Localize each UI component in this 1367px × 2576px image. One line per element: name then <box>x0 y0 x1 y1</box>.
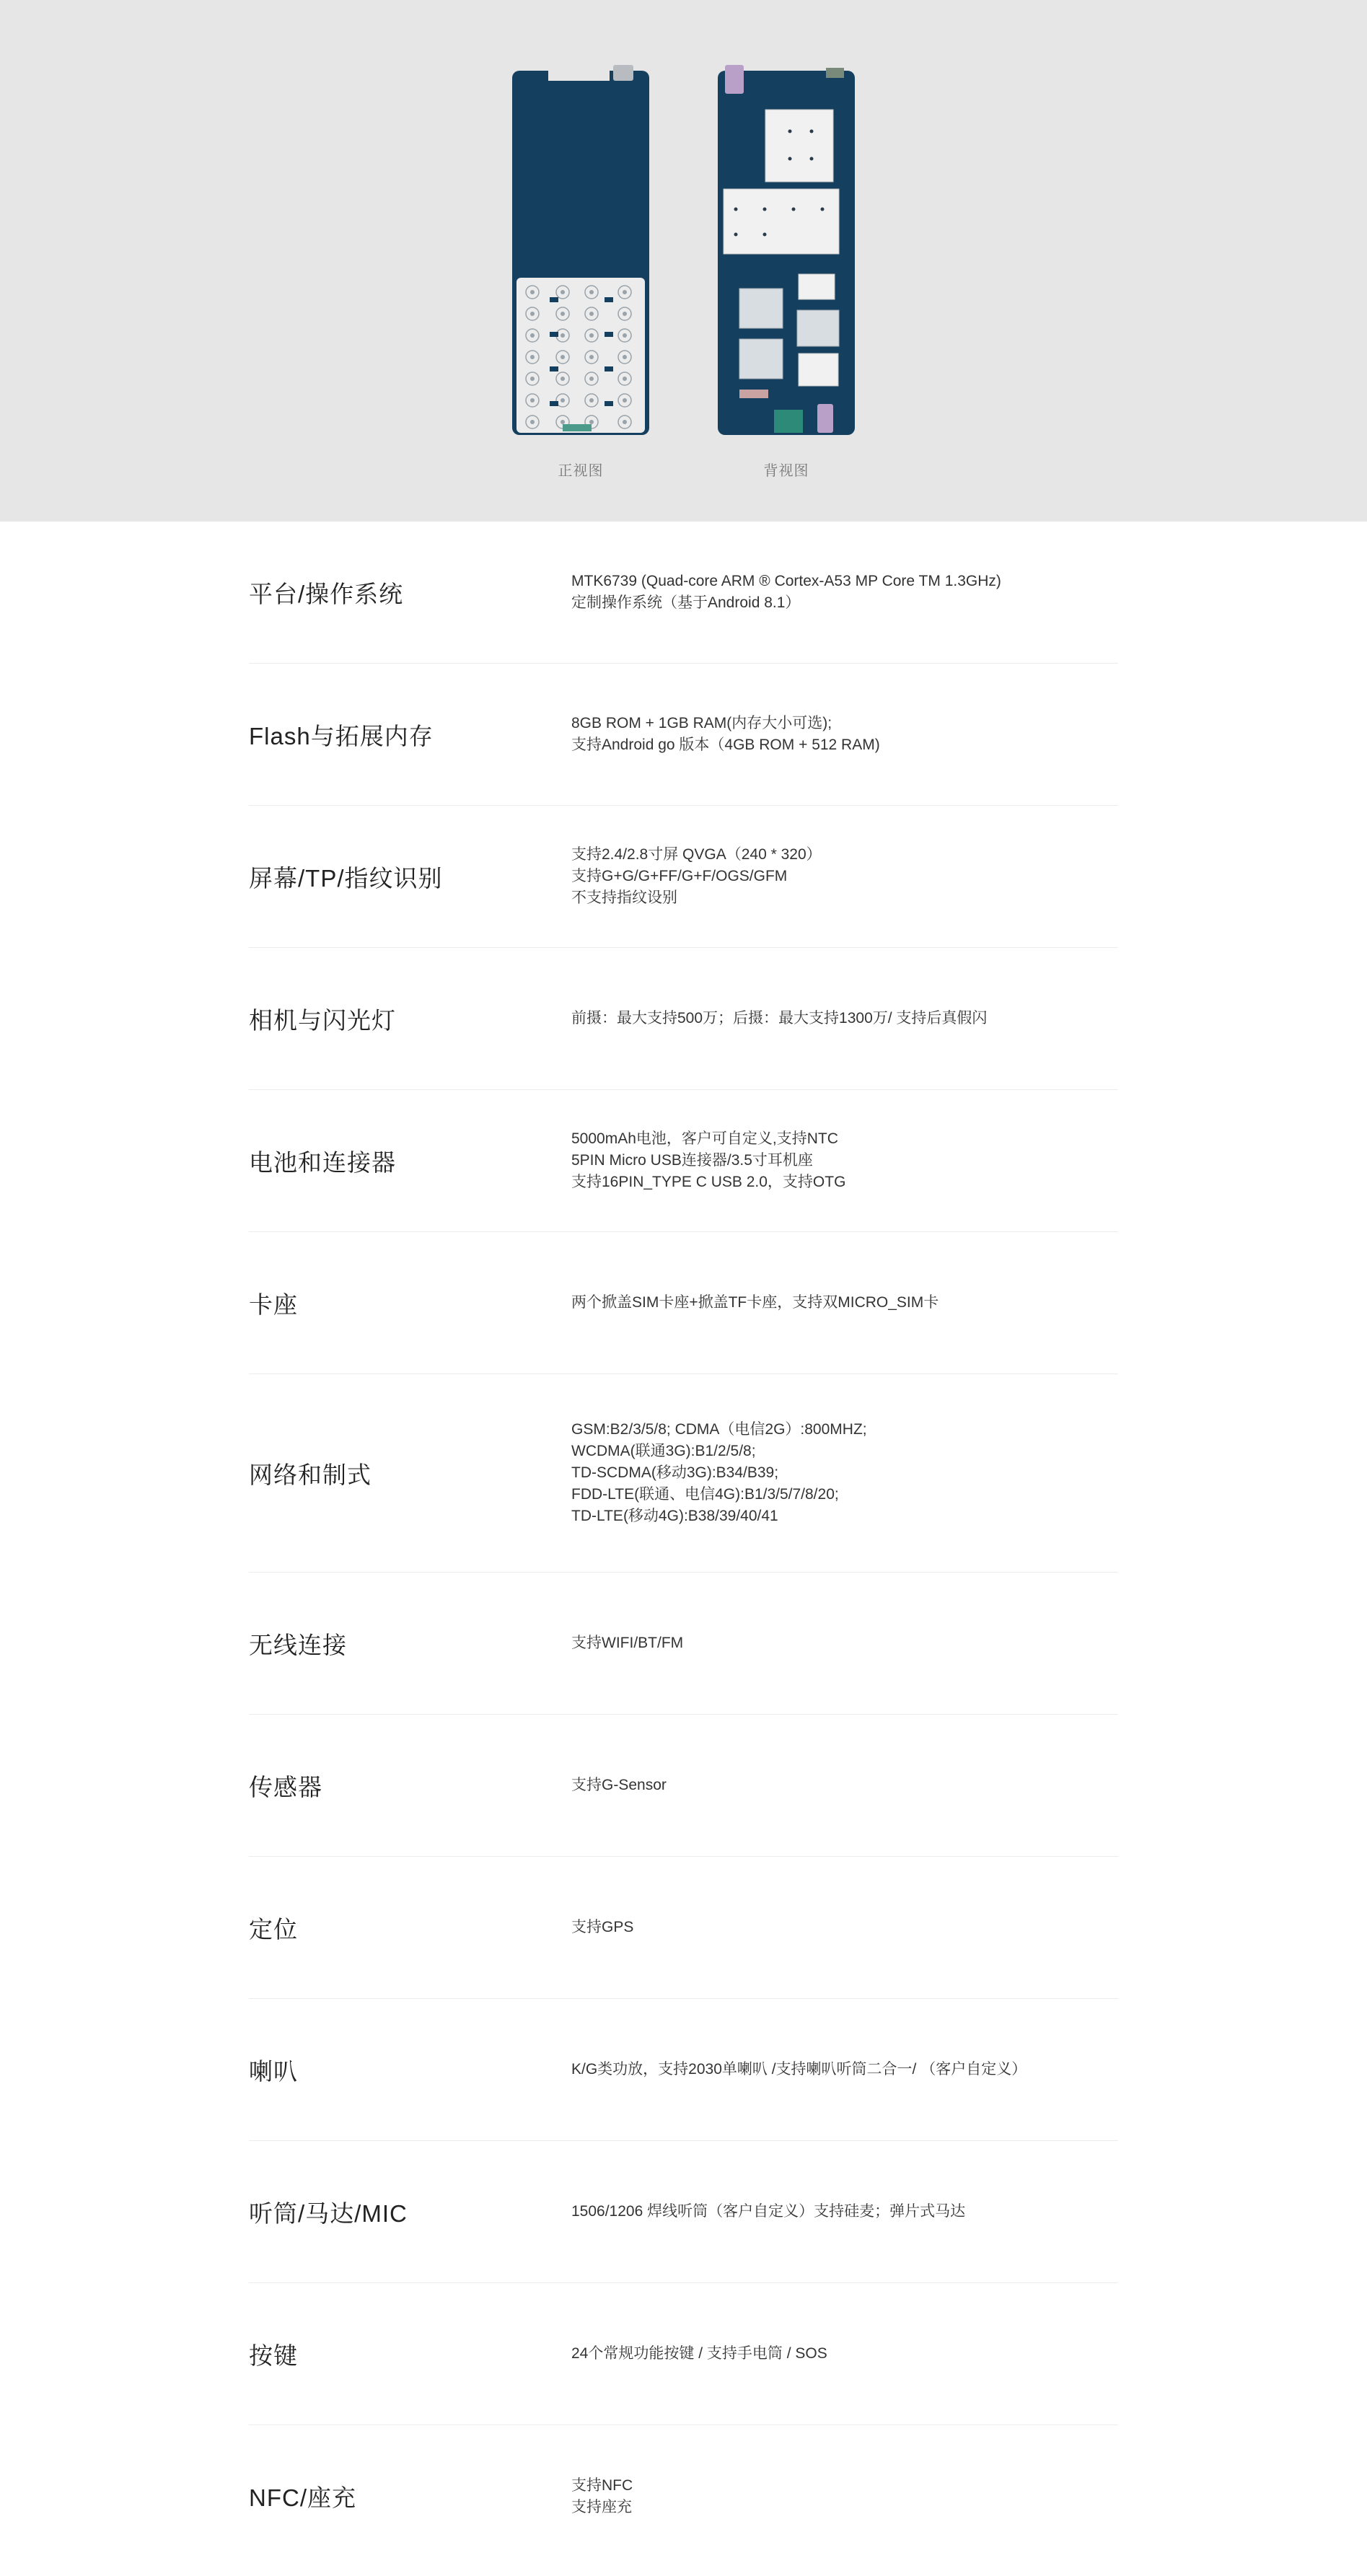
spec-values <box>571 1775 1118 1796</box>
solder-point <box>788 157 792 161</box>
spec-values <box>571 713 1118 756</box>
keypad-dome-center <box>589 377 594 381</box>
keypad-dome-center <box>561 355 565 359</box>
keypad-dome-center <box>530 312 535 316</box>
spec-row <box>249 2283 1118 2425</box>
solder-point <box>763 233 767 237</box>
antenna-connector <box>613 65 633 81</box>
spec-value-line: 支持G+G/G+FF/G+F/OGS/GFM <box>571 868 788 884</box>
audio-jack <box>817 404 833 433</box>
keypad-dome-center <box>530 377 535 381</box>
usb-connector <box>774 410 803 433</box>
spec-row <box>249 1715 1118 1857</box>
spec-row <box>249 664 1118 806</box>
spec-table <box>249 522 1118 2567</box>
spec-values <box>571 1292 1118 1314</box>
spec-values <box>571 1917 1118 1938</box>
keypad-dome-center <box>561 420 565 424</box>
spec-value-line: 5PIN Micro USB连接器/3.5寸耳机座 <box>571 1152 813 1169</box>
keypad-dome-center <box>530 290 535 294</box>
spec-value-line: 支持16PIN_TYPE C USB 2.0，支持OTG <box>571 1174 846 1190</box>
spec-row <box>249 1573 1118 1715</box>
spec-row <box>249 1999 1118 2141</box>
spec-value-line: 支持Android go 版本（4GB ROM + 512 RAM) <box>571 737 880 753</box>
flex-connector <box>739 390 768 398</box>
spec-value-line: 支持NFC <box>571 2476 633 2494</box>
keypad-dome-center <box>589 398 594 403</box>
spec-label: 平台/操作系统 <box>249 580 404 607</box>
spec-value-line: FDD-LTE(联通、电信4G):B1/3/5/7/8/20; <box>571 1486 839 1503</box>
spec-values <box>571 2475 1118 2518</box>
keypad-dome-center <box>623 398 627 403</box>
keypad-dome-center <box>561 377 565 381</box>
solder-point <box>810 157 814 161</box>
spec-label: 无线连接 <box>249 1631 347 1658</box>
keypad-dome-center <box>530 420 535 424</box>
solder-point <box>810 130 814 133</box>
keypad-dome-center <box>623 420 627 424</box>
spec-value-line: GSM:B2/3/5/8; CDMA（电信2G）:800MHZ; <box>571 1421 867 1438</box>
spec-value-line: 支持座充 <box>571 2498 632 2515</box>
spec-value-line: 5000mAh电池，客户可自定义,支持NTC <box>571 1130 838 1147</box>
back-view-caption: 背视图 <box>763 463 809 479</box>
keypad-chip <box>605 297 613 302</box>
solder-point <box>788 130 792 133</box>
spec-values <box>571 2201 1118 2223</box>
spec-values <box>571 1008 1118 1029</box>
solder-point <box>821 208 825 211</box>
spec-values <box>571 1419 1118 1527</box>
spec-label: 网络和制式 <box>249 1461 372 1488</box>
shield-can <box>765 110 833 182</box>
spec-values <box>571 2059 1118 2080</box>
spec-value-line: 支持G-Sensor <box>571 1777 667 1793</box>
keypad-dome-center <box>561 333 565 338</box>
spec-value-line: 两个掀盖SIM卡座+掀盖TF卡座，支持双MICRO_SIM卡 <box>571 1294 939 1311</box>
spec-label: 卡座 <box>249 1291 298 1318</box>
spec-value-line: 支持GPS <box>571 1919 634 1935</box>
keypad-dome-center <box>623 312 627 316</box>
spec-row <box>249 2425 1118 2567</box>
top-purple-connector <box>725 65 744 94</box>
keypad-chip <box>550 332 558 337</box>
keypad-dome-center <box>530 398 535 403</box>
front-board-image <box>512 65 649 440</box>
spec-value-line: K/G类功放，支持2030单喇叭 /支持喇叭听筒二合一/ （客户自定义） <box>571 2061 1027 2078</box>
keypad-dome-center <box>589 420 594 424</box>
keypad-chip <box>550 366 558 372</box>
hero-banner <box>0 0 1367 522</box>
spec-value-line: 定制操作系统（基于Android 8.1） <box>571 594 801 611</box>
solder-point <box>734 233 738 237</box>
front-view-caption: 正视图 <box>558 463 604 479</box>
solder-point <box>734 208 738 211</box>
spec-value-line: TD-SCDMA(移动3G):B34/B39; <box>571 1464 779 1481</box>
keypad-dome-center <box>623 333 627 338</box>
sim-slot <box>739 289 783 328</box>
spec-row <box>249 1232 1118 1374</box>
keypad-chip <box>605 366 613 372</box>
spec-label: 喇叭 <box>249 2057 298 2085</box>
spec-label: NFC/座充 <box>249 2484 356 2511</box>
keypad-dome-center <box>561 312 565 316</box>
board-notch <box>548 65 610 81</box>
spec-values <box>571 2343 1118 2365</box>
tf-slot <box>797 310 839 346</box>
sim-slot <box>739 339 783 379</box>
keypad-dome-center <box>561 290 565 294</box>
solder-point <box>763 208 767 211</box>
spec-label: 屏幕/TP/指纹识别 <box>249 864 443 892</box>
shield-can <box>799 353 838 386</box>
keypad-chip <box>605 401 613 406</box>
spec-value-line: 支持2.4/2.8寸屏 QVGA（240 * 320） <box>571 846 822 863</box>
keypad-chip <box>550 401 558 406</box>
spec-value-line: MTK6739 (Quad-core ARM ® Cortex-A53 MP Core TM 1.3GHz) <box>571 573 1001 589</box>
solder-point <box>792 208 796 211</box>
spec-row <box>249 522 1118 664</box>
bottom-connector <box>563 424 592 431</box>
shield-can <box>799 274 835 299</box>
spec-row <box>249 948 1118 1090</box>
spec-value-line: 支持WIFI/BT/FM <box>571 1635 684 1651</box>
keypad-dome-center <box>561 398 565 403</box>
front-view <box>512 65 649 480</box>
keypad-dome-center <box>530 333 535 338</box>
keypad-dome-center <box>589 312 594 316</box>
back-view <box>718 65 855 480</box>
spec-row <box>249 1857 1118 1999</box>
back-board-image <box>718 65 855 440</box>
spec-row <box>249 806 1118 948</box>
spec-value-line: 1506/1206 焊线听筒（客户自定义）支持硅麦；弹片式马达 <box>571 2203 966 2220</box>
spec-label: 按键 <box>249 2342 298 2369</box>
top-right-connector <box>826 68 844 78</box>
spec-row <box>249 1374 1118 1573</box>
spec-row <box>249 1090 1118 1232</box>
spec-label: Flash与拓展内存 <box>249 722 434 749</box>
spec-values <box>571 844 1118 909</box>
keypad-chip <box>605 332 613 337</box>
spec-value-line: TD-LTE(移动4G):B38/39/40/41 <box>571 1508 778 1524</box>
spec-row <box>249 2141 1118 2283</box>
keypad-chip <box>550 297 558 302</box>
keypad-dome-center <box>623 290 627 294</box>
spec-label: 相机与闪光灯 <box>249 1006 396 1034</box>
spec-label: 电池和连接器 <box>249 1148 396 1176</box>
spec-value-line: WCDMA(联通3G):B1/2/5/8; <box>571 1443 756 1459</box>
keypad-dome-center <box>589 290 594 294</box>
spec-value-line: 不支持指纹设别 <box>571 889 677 906</box>
spec-values <box>571 1632 1118 1654</box>
spec-label: 听筒/马达/MIC <box>249 2199 408 2227</box>
keypad-dome-center <box>589 355 594 359</box>
keypad-dome-center <box>589 333 594 338</box>
spec-value-line: 前摄：最大支持500万；后摄：最大支持1300万/ 支持后真假闪 <box>571 1010 988 1027</box>
keypad-dome-center <box>623 355 627 359</box>
shield-can <box>724 189 839 254</box>
keypad-dome-center <box>623 377 627 381</box>
keypad-dome-center <box>530 355 535 359</box>
spec-values <box>571 571 1118 614</box>
spec-values <box>571 1128 1118 1193</box>
spec-label: 定位 <box>249 1915 298 1943</box>
spec-value-line: 8GB ROM + 1GB RAM(内存大小可选); <box>571 715 832 731</box>
spec-label: 传感器 <box>249 1773 322 1801</box>
spec-value-line: 24个常规功能按键 / 支持手电筒 / SOS <box>571 2345 827 2362</box>
